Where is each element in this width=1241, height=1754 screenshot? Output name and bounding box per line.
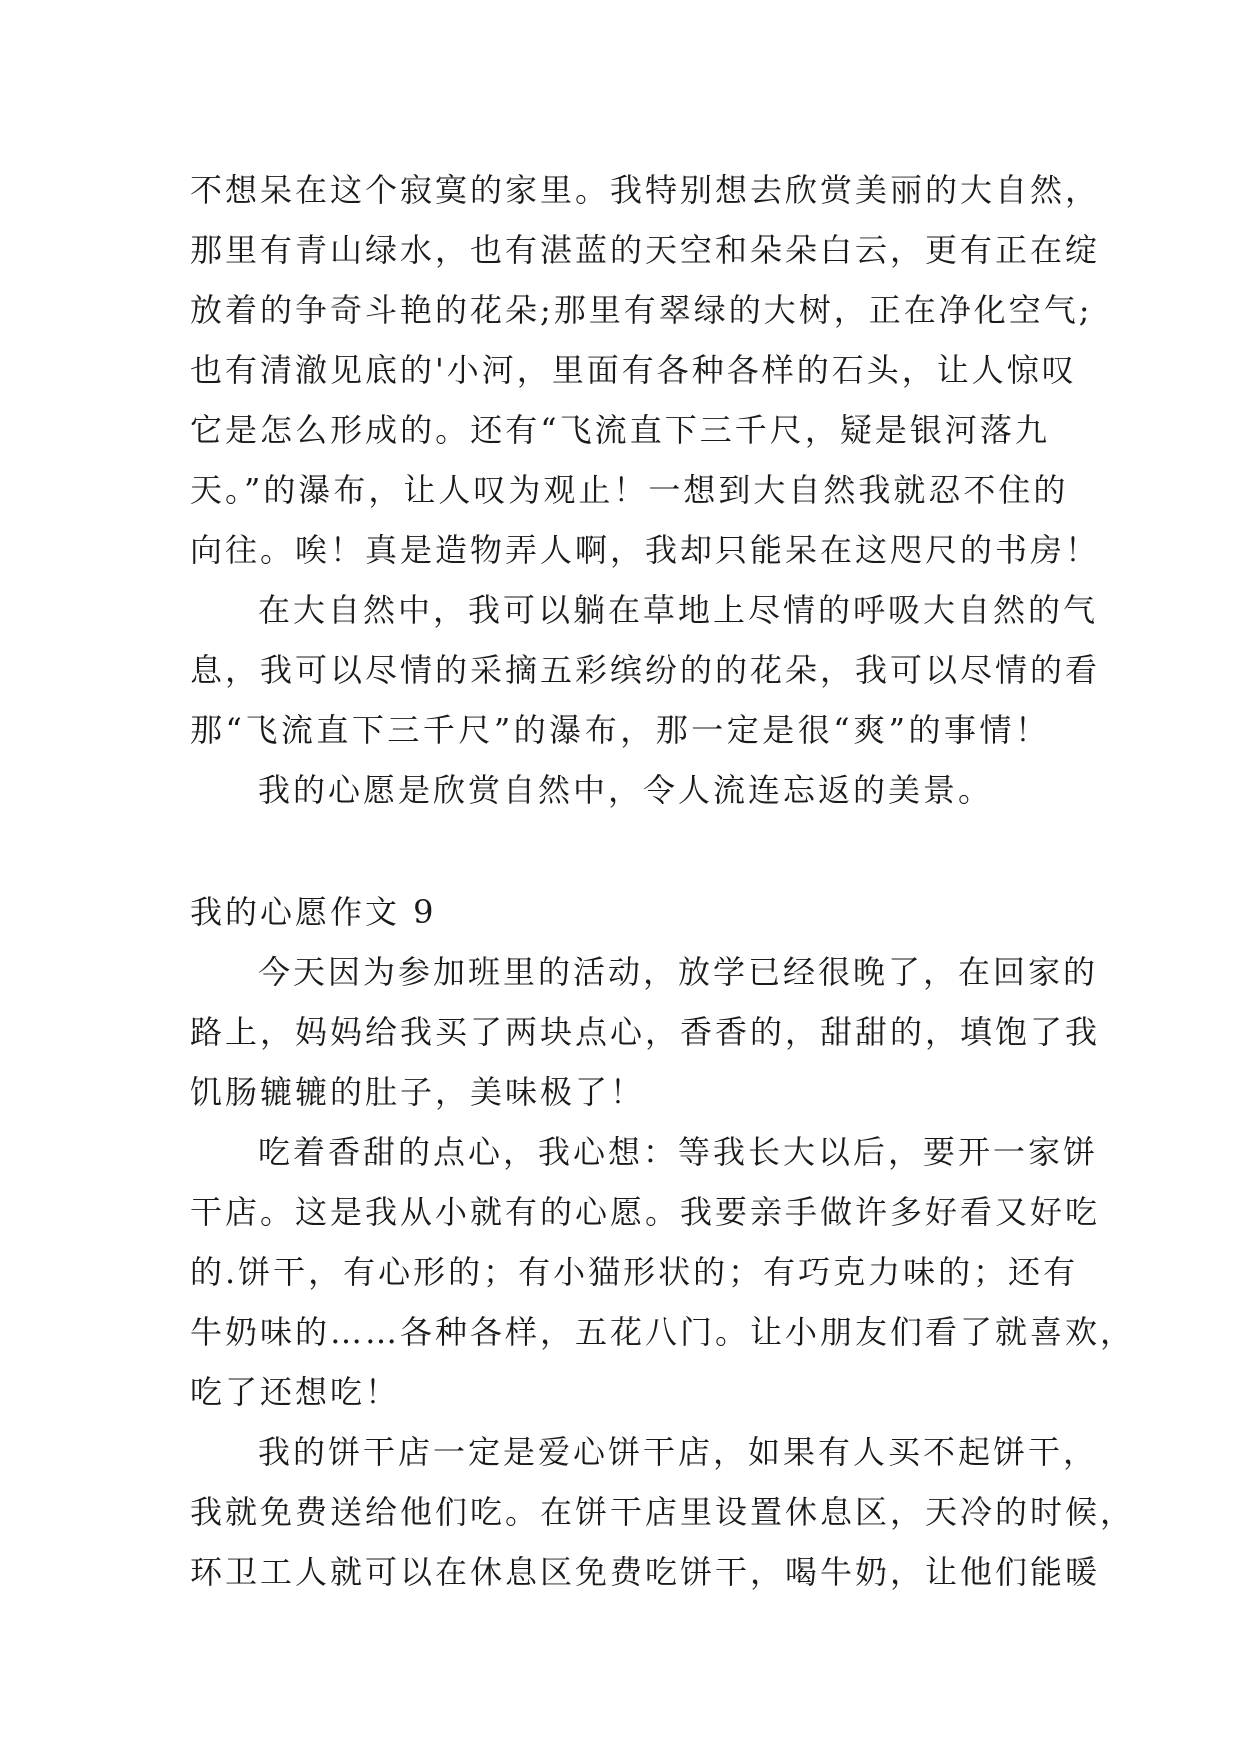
text-line: 干店。这是我从小就有的心愿。我要亲手做许多好看又好吃 (190, 1193, 1101, 1231)
text-line: 也有清澈见底的'小河，里面有各种各样的石头，让人惊叹 (190, 351, 1077, 389)
paragraph (190, 580, 1101, 760)
text-line: 它是怎么形成的。还有“飞流直下三千尺，疑是银河落九 (190, 411, 1050, 449)
paragraph (190, 160, 1101, 580)
text-line: 的.饼干，有心形的；有小猫形状的；有巧克力味的；还有 (190, 1253, 1079, 1291)
text-line: 吃着香甜的点心，我心想：等我长大以后，要开一家饼 (258, 1133, 1099, 1171)
paragraph (190, 942, 1101, 1122)
text-line: 吃了还想吃！ (190, 1373, 401, 1411)
text-line: 饥肠辘辘的肚子，美味极了！ (190, 1073, 646, 1111)
text-line: 向往。唉！真是造物弄人啊，我却只能呆在这咫尺的书房！ (190, 531, 1101, 569)
paragraph (190, 760, 1050, 820)
section-heading: 我的心愿作文 9 (190, 893, 437, 931)
text-line: 环卫工人就可以在休息区免费吃饼干，喝牛奶，让他们能暖 (190, 1553, 1101, 1591)
text-line: 我就免费送给他们吃。在饼干店里设置休息区，天冷的时候， (190, 1493, 1136, 1531)
text-line: 我的饼干店一定是爱心饼干店，如果有人买不起饼干， (258, 1433, 1099, 1471)
text-line: 天。”的瀑布，让人叹为观止！一想到大自然我就忍不住的 (190, 471, 1069, 509)
text-line: 那里有青山绿水，也有湛蓝的天空和朵朵白云，更有正在绽 (190, 231, 1101, 269)
text-line: 不想呆在这个寂寞的家里。我特别想去欣赏美丽的大自然， (190, 171, 1101, 209)
text-line: 今天因为参加班里的活动，放学已经很晚了，在回家的 (258, 953, 1099, 991)
paragraph (190, 1122, 1136, 1422)
text-line: 路上，妈妈给我买了两块点心，香香的，甜甜的，填饱了我 (190, 1013, 1101, 1051)
paragraph (190, 1422, 1136, 1602)
text-line: 息，我可以尽情的采摘五彩缤纷的的花朵，我可以尽情的看 (190, 651, 1101, 689)
text-line: 那“飞流直下三千尺”的瀑布，那一定是很“爽”的事情！ (190, 711, 1050, 749)
text-line: 放着的争奇斗艳的花朵;那里有翠绿的大树，正在净化空气; (190, 291, 1093, 329)
text-line: 我的心愿是欣赏自然中，令人流连忘返的美景。 (258, 771, 994, 809)
text-line: 牛奶味的……各种各样，五花八门。让小朋友们看了就喜欢， (190, 1313, 1136, 1351)
section-spacer (190, 820, 1050, 882)
text-line: 在大自然中，我可以躺在草地上尽情的呼吸大自然的气 (258, 591, 1099, 629)
document-body (190, 160, 1136, 1602)
